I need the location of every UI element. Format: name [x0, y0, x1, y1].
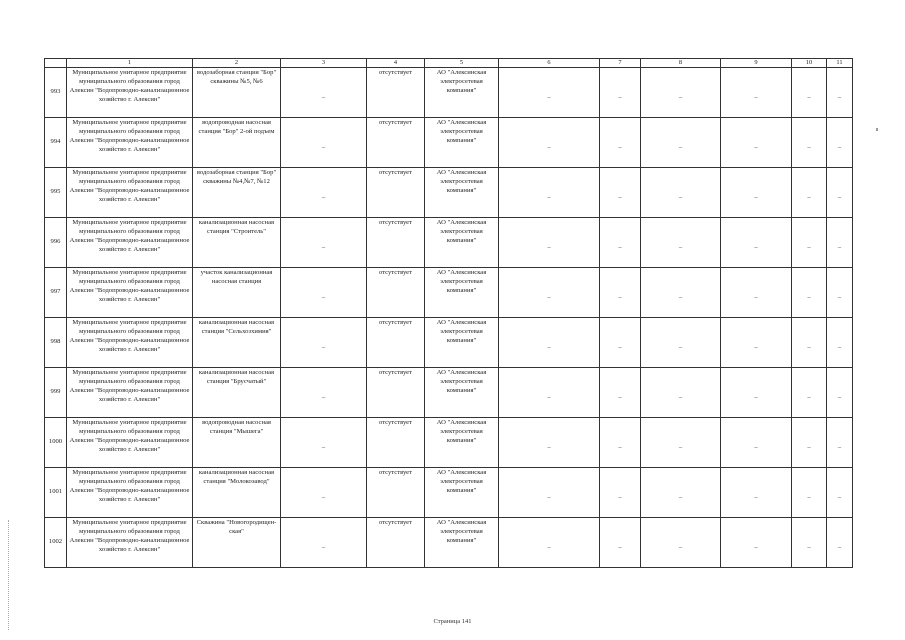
column-4-value: отсутствует [367, 218, 425, 268]
column-6-value: – [499, 68, 600, 118]
column-7-value: – [600, 118, 641, 168]
column-10-value: – [792, 268, 827, 318]
grid-company: АО "Алексинская электросетевая компания" [425, 418, 499, 468]
header-cell: 11 [827, 59, 853, 68]
header-cell: 8 [641, 59, 721, 68]
column-9-value: – [721, 468, 792, 518]
organization-name: Муниципальное унитарное предприятие муниципального образования город Алексин "Водопроводно-канализационное хозяйство г. Алексин" [67, 218, 193, 268]
column-6-value: – [499, 468, 600, 518]
column-4-value: отсутствует [367, 118, 425, 168]
facility-name: водопроводная насосная станция "Мышега" [193, 418, 281, 468]
column-10-value: – [792, 468, 827, 518]
header-cell-blank [45, 59, 67, 68]
header-cell: 5 [425, 59, 499, 68]
column-11-value: – [827, 118, 853, 168]
grid-company: АО "Алексинская электросетевая компания" [425, 518, 499, 568]
facility-name: канализационная насосная станция "Брусчатый" [193, 368, 281, 418]
table-row [45, 268, 853, 318]
column-3-value: – [281, 168, 367, 218]
column-8-value: – [641, 368, 721, 418]
column-6-value: – [499, 418, 600, 468]
organization-name: Муниципальное унитарное предприятие муниципального образования город Алексин "Водопроводно-канализационное хозяйство г. Алексин" [67, 118, 193, 168]
column-8-value: – [641, 168, 721, 218]
column-6-value: – [499, 218, 600, 268]
column-3-value: – [281, 368, 367, 418]
column-6-value: – [499, 268, 600, 318]
table-row [45, 468, 853, 518]
row-number: 995 [45, 168, 67, 218]
scan-speck [876, 128, 878, 131]
column-9-value: – [721, 368, 792, 418]
column-6-value: – [499, 518, 600, 568]
column-7-value: – [600, 418, 641, 468]
row-number: 1000 [45, 418, 67, 468]
column-11-value: – [827, 368, 853, 418]
column-10-value: – [792, 218, 827, 268]
column-3-value: – [281, 268, 367, 318]
organization-name: Муниципальное унитарное предприятие муниципального образования город Алексин "Водопроводно-канализационное хозяйство г. Алексин" [67, 268, 193, 318]
facility-name: канализационная насосная станция "Строитель" [193, 218, 281, 268]
column-3-value: – [281, 68, 367, 118]
column-7-value: – [600, 268, 641, 318]
column-9-value: – [721, 318, 792, 368]
table-row [45, 418, 853, 468]
column-9-value: – [721, 268, 792, 318]
column-10-value: – [792, 118, 827, 168]
grid-company: АО "Алексинская электросетевая компания" [425, 468, 499, 518]
table-row [45, 168, 853, 218]
column-9-value: – [721, 518, 792, 568]
column-6-value: – [499, 368, 600, 418]
column-11-value: – [827, 168, 853, 218]
column-4-value: отсутствует [367, 318, 425, 368]
column-8-value: – [641, 418, 721, 468]
table-row [45, 518, 853, 568]
column-11-value: – [827, 468, 853, 518]
grid-company: АО "Алексинская электросетевая компания" [425, 268, 499, 318]
column-9-value: – [721, 68, 792, 118]
grid-company: АО "Алексинская электросетевая компания" [425, 368, 499, 418]
organization-name: Муниципальное унитарное предприятие муниципального образования город Алексин "Водопроводно-канализационное хозяйство г. Алексин" [67, 468, 193, 518]
table-row [45, 218, 853, 268]
grid-company: АО "Алексинская электросетевая компания" [425, 118, 499, 168]
row-number: 999 [45, 368, 67, 418]
grid-company: АО "Алексинская электросетевая компания" [425, 218, 499, 268]
facility-name: водопроводная насосная станция "Бор" 2-ой подъем [193, 118, 281, 168]
column-7-value: – [600, 168, 641, 218]
row-number: 997 [45, 268, 67, 318]
table-body [45, 68, 853, 568]
column-10-value: – [792, 368, 827, 418]
column-8-value: – [641, 218, 721, 268]
column-11-value: – [827, 68, 853, 118]
column-3-value: – [281, 518, 367, 568]
register-table [44, 58, 853, 568]
organization-name: Муниципальное унитарное предприятие муниципального образования город Алексин "Водопроводно-канализационное хозяйство г. Алексин" [67, 518, 193, 568]
column-3-value: – [281, 318, 367, 368]
column-8-value: – [641, 318, 721, 368]
column-7-value: – [600, 518, 641, 568]
column-7-value: – [600, 218, 641, 268]
header-cell: 1 [67, 59, 193, 68]
column-4-value: отсутствует [367, 168, 425, 218]
facility-name: водозаборная станция "Бор" скважины №5, №6 [193, 68, 281, 118]
column-10-value: – [792, 418, 827, 468]
row-number: 1002 [45, 518, 67, 568]
column-8-value: – [641, 68, 721, 118]
header-cell: 2 [193, 59, 281, 68]
column-4-value: отсутствует [367, 68, 425, 118]
column-7-value: – [600, 318, 641, 368]
column-3-value: – [281, 218, 367, 268]
grid-company: АО "Алексинская электросетевая компания" [425, 168, 499, 218]
column-8-value: – [641, 468, 721, 518]
table-row [45, 68, 853, 118]
column-7-value: – [600, 368, 641, 418]
column-10-value: – [792, 518, 827, 568]
column-11-value: – [827, 318, 853, 368]
header-cell: 6 [499, 59, 600, 68]
column-8-value: – [641, 518, 721, 568]
column-9-value: – [721, 168, 792, 218]
organization-name: Муниципальное унитарное предприятие муниципального образования город Алексин "Водопроводно-канализационное хозяйство г. Алексин" [67, 168, 193, 218]
column-11-value: – [827, 518, 853, 568]
column-4-value: отсутствует [367, 418, 425, 468]
facility-name: канализационная насосная станция "Молокозавод" [193, 468, 281, 518]
table-row [45, 368, 853, 418]
column-10-value: – [792, 318, 827, 368]
grid-company: АО "Алексинская электросетевая компания" [425, 68, 499, 118]
facility-name: канализационная насосная станция "Сельхозхимия" [193, 318, 281, 368]
column-4-value: отсутствует [367, 368, 425, 418]
column-8-value: – [641, 268, 721, 318]
row-number: 993 [45, 68, 67, 118]
column-11-value: – [827, 218, 853, 268]
column-6-value: – [499, 168, 600, 218]
column-4-value: отсутствует [367, 518, 425, 568]
column-9-value: – [721, 218, 792, 268]
table-row [45, 318, 853, 368]
organization-name: Муниципальное унитарное предприятие муниципального образования город Алексин "Водопроводно-канализационное хозяйство г. Алексин" [67, 418, 193, 468]
organization-name: Муниципальное унитарное предприятие муниципального образования город Алексин "Водопроводно-канализационное хозяйство г. Алексин" [67, 368, 193, 418]
row-number: 1001 [45, 468, 67, 518]
column-6-value: – [499, 318, 600, 368]
header-cell: 7 [600, 59, 641, 68]
column-9-value: – [721, 418, 792, 468]
table-row [45, 118, 853, 168]
column-11-value: – [827, 268, 853, 318]
column-3-value: – [281, 468, 367, 518]
header-row [45, 59, 853, 68]
page-number: Страница 141 [433, 618, 472, 625]
grid-company: АО "Алексинская электросетевая компания" [425, 318, 499, 368]
row-number: 998 [45, 318, 67, 368]
header-cell: 3 [281, 59, 367, 68]
column-7-value: – [600, 68, 641, 118]
column-4-value: отсутствует [367, 268, 425, 318]
column-6-value: – [499, 118, 600, 168]
column-3-value: – [281, 118, 367, 168]
organization-name: Муниципальное унитарное предприятие муниципального образования город Алексин "Водопроводно-канализационное хозяйство г. Алексин" [67, 68, 193, 118]
column-10-value: – [792, 68, 827, 118]
row-number: 994 [45, 118, 67, 168]
facility-name: Скважина "Новогородищен-ская" [193, 518, 281, 568]
column-9-value: – [721, 118, 792, 168]
column-3-value: – [281, 418, 367, 468]
header-cell: 4 [367, 59, 425, 68]
facility-name: участок канализационная насосная станция [193, 268, 281, 318]
column-11-value: – [827, 418, 853, 468]
column-4-value: отсутствует [367, 468, 425, 518]
column-8-value: – [641, 118, 721, 168]
header-cell: 10 [792, 59, 827, 68]
scan-margin-mark [8, 520, 10, 630]
row-number: 996 [45, 218, 67, 268]
column-10-value: – [792, 168, 827, 218]
facility-name: водозаборная станция "Бор" скважины №4,№7, №12 [193, 168, 281, 218]
column-7-value: – [600, 468, 641, 518]
organization-name: Муниципальное унитарное предприятие муниципального образования город Алексин "Водопроводно-канализационное хозяйство г. Алексин" [67, 318, 193, 368]
header-cell: 9 [721, 59, 792, 68]
